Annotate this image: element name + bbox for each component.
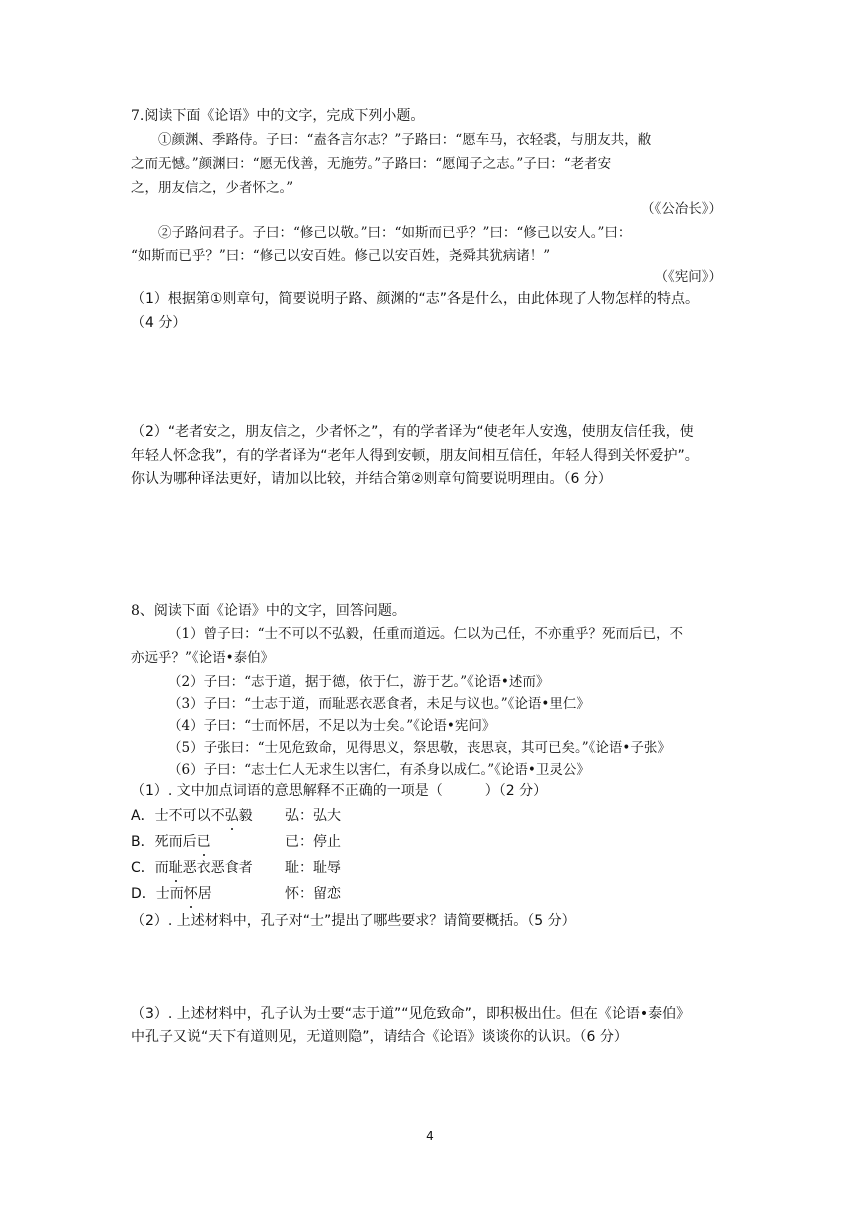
q8-subquestion-3-line-1: （3）. 上述材料中，孔子认为士要“志于道”“见危致命”，即积极出仕。但在《论语•泰伯》 [131, 1006, 691, 1022]
dotted-word: 耻 [168, 860, 183, 876]
option-a-gloss: 弘：弘大 [285, 808, 341, 824]
option-text-post: 恶衣恶食者 [182, 860, 253, 876]
option-text-pre: 死而后 [154, 834, 197, 850]
option-b [131, 832, 211, 852]
option-letter: D． [131, 886, 156, 902]
q7-subquestion-2-line-1: （2）“老者安之，朋友信之，少者怀之”，有的学者译为“使老年人安逸，使朋友信任我，使 [131, 424, 694, 440]
option-a [131, 806, 253, 826]
q7-subquestion-2-line-2: 年轻人怀念我”，有的学者译为“老年人得到安顿，朋友间相互信任，年轻人得到关怀爱护”。 [131, 448, 699, 464]
dotted-word: 怀 [183, 886, 198, 902]
option-letter: B． [131, 834, 155, 850]
q7-passage-2-source: （《宪问》） [654, 269, 722, 285]
q7-subquestion-2-line-3: 你认为哪种译法更好，请加以比较，并结合第②则章句简要说明理由。（6 分） [131, 471, 612, 487]
q8-material-1-line-1: （1）曾子曰：“士不可以不弘毅，任重而道远。仁以为己任，不亦重乎？死而后已，不 [168, 626, 683, 642]
q7-passage-2-line-1: ②子路问君子。子曰：“修己以敬。”曰：“如斯而已乎？”曰：“修己以安人。”曰： [158, 225, 632, 241]
option-d-gloss: 怀：留恋 [285, 886, 341, 902]
q8-subquestion-3-line-2: 中孔子又说“天下有道则见，无道则隐”，请结合《论语》谈谈你的认识。（6 分） [131, 1029, 628, 1045]
q8-material-5: （5）子张曰：“士见危致命，见得思义，祭思敬，丧思哀，其可已矣。”《论语•子张》 [168, 740, 671, 756]
q7-passage-2-line-2: “如斯而已乎？”曰：“修己以安百姓。修己以安百姓，尧舜其犹病诸！” [131, 248, 551, 264]
q8-subquestion-2: （2）. 上述材料中，孔子对“士”提出了哪些要求？请简要概括。（5 分） [131, 913, 576, 929]
option-text-pre: 而 [154, 860, 169, 876]
q7-passage-1-source: （《公冶长》） [641, 201, 722, 217]
q7-passage-1-line-1: ①颜渊、季路侍。子曰：“盍各言尔志？”子路曰：“愿车马，衣轻裘，与朋友共，敝 [158, 132, 652, 148]
q8-title: 8、阅读下面《论语》中的文字，回答问题。 [131, 603, 406, 619]
option-text-post: 毅 [238, 808, 253, 824]
option-b-gloss: 已：停止 [285, 834, 341, 850]
q7-subquestion-1-line-2: （4 分） [131, 315, 187, 331]
option-c-gloss: 耻：耻辱 [285, 860, 341, 876]
q8-subquestion-1: （1）. 文中加点词语的意思解释不正确的一项是（ ）（2 分） [131, 783, 548, 799]
q7-passage-1-line-2: 之而无憾。”颜渊曰：“愿无伐善，无施劳。”子路曰：“愿闻子之志。”子曰：“老者安 [131, 156, 612, 172]
q7-passage-1-line-3: 之，朋友信之，少者怀之。” [131, 180, 294, 196]
option-text-pre: 士不可以不 [154, 808, 225, 824]
q8-material-4: （4）子曰：“士而怀居，不足以为士矣。”《论语•宪问》 [168, 718, 496, 734]
option-d [131, 884, 212, 904]
q8-material-3: （3）子曰：“士志于道，而耻恶衣恶食者，未足与议也。”《论语•里仁》 [168, 696, 590, 712]
q7-subquestion-1-line-1: （1）根据第①则章句，简要说明子路、颜渊的“志”各是什么，由此体现了人物怎样的特点。 [131, 291, 699, 307]
option-c [131, 858, 253, 878]
q7-title: 7.阅读下面《论语》中的文字，完成下列小题。 [131, 108, 425, 124]
option-letter: C． [131, 860, 155, 876]
dotted-word: 弘 [224, 808, 239, 824]
option-letter: A． [131, 808, 155, 824]
q8-material-1-line-2: 亦远乎？”《论语•泰伯》 [131, 650, 275, 666]
option-text-post: 居 [197, 886, 212, 902]
page-number: 4 [426, 1129, 434, 1143]
q8-material-6: （6）子曰：“志士仁人无求生以害仁，有杀身以成仁。”《论语•卫灵公》 [168, 762, 590, 778]
option-text-pre: 士而 [155, 886, 184, 902]
q8-material-2: （2）子曰：“志于道，据于德，依于仁，游于艺。”《论语•述而》 [168, 674, 550, 690]
dotted-word: 已 [196, 834, 211, 850]
